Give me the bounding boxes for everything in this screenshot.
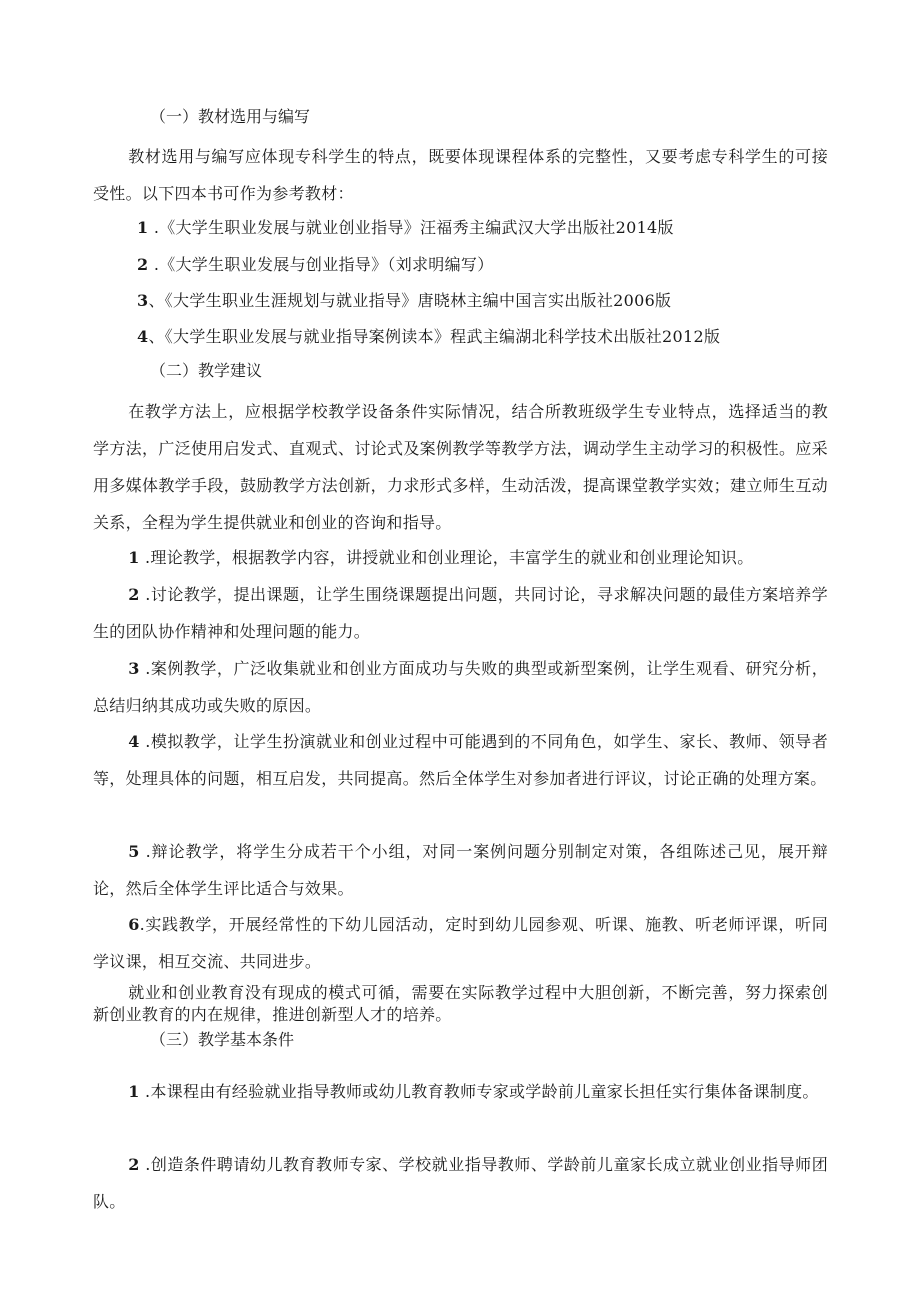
book-text: 、《大学生职业发展与就业指导案例读本》程武主编湖北科学技术出版社2012版 xyxy=(148,327,721,346)
item-text: .理论教学，根据教学内容，讲授就业和创业理论，丰富学生的就业和创业理论知识。 xyxy=(139,548,754,567)
teaching-method-item xyxy=(93,723,828,797)
section-intro-teaching-advice: 在教学方法上，应根据学校教学设备条件实际情况，结合所教班级学生专业特点，选择适当的教学方法，广泛使用启发式、直观式、讨论式及案例教学等教学方法，调动学生主动学习的积极性。应采用多媒体教学手段，鼓励教学方法创新，力求形式多样，生动活泼，提高课堂教学实效；建立师生互动关系，全程为学生提供就业和创业的咨询和指导。 xyxy=(93,402,828,532)
item-text: .实践教学，开展经常性的下幼儿园活动，定时到幼儿园参观、听课、施教、听老师评课，听同学议课，相互交流、共同进步。 xyxy=(93,915,828,971)
book-number: 1 xyxy=(137,218,149,237)
teaching-method-item xyxy=(93,650,828,724)
section-heading-textbooks: （一）教材选用与编写 xyxy=(150,107,311,126)
item-number: 4 xyxy=(128,732,140,751)
item-number: 5 xyxy=(128,842,140,861)
item-number: 1 xyxy=(128,548,140,567)
item-number: 3 xyxy=(128,659,140,678)
condition-item xyxy=(93,1073,828,1110)
item-number: 1 xyxy=(128,1082,140,1101)
item-text: .辩论教学，将学生分成若干个小组，对同一案例问题分别制定对策，各组陈述己见，展开辩论，然后全体学生评比适合与效果。 xyxy=(93,842,828,898)
book-text: .《大学生职业发展与就业创业指导》汪福秀主编武汉大学出版社2014版 xyxy=(148,218,674,237)
teaching-method-item xyxy=(93,906,828,980)
section-intro-textbooks: 教材选用与编写应体现专科学生的特点，既要体现课程体系的完整性，又要考虑专科学生的可接受性。以下四本书可作为参考教材： xyxy=(93,147,828,203)
book-item xyxy=(137,255,494,275)
condition-item xyxy=(93,1146,828,1220)
item-number: 2 xyxy=(128,585,140,604)
section-heading-basic-conditions: （三）教学基本条件 xyxy=(150,1030,295,1049)
item-text: .模拟教学，让学生扮演就业和创业过程中可能遇到的不同角色，如学生、家长、教师、领导者等，处理具体的问题，相互启发，共同提高。然后全体学生对参加者进行评议，讨论正确的处理方案。 xyxy=(93,732,828,788)
section-heading-teaching-advice: （二）教学建议 xyxy=(150,361,263,380)
item-text: .创造条件聘请幼儿教育教师专家、学校就业指导教师、学龄前儿童家长成立就业创业指导师团队。 xyxy=(93,1155,828,1211)
book-number: 4 xyxy=(137,327,149,346)
teaching-method-item xyxy=(93,576,828,650)
section-closing-teaching-advice: 就业和创业教育没有现成的模式可循，需要在实际教学过程中大胆创新，不断完善，努力探索创新创业教育的内在规律，推进创新型人才的培养。 xyxy=(93,983,828,1024)
book-item xyxy=(137,327,720,347)
book-number: 3 xyxy=(137,291,149,310)
item-text: .案例教学，广泛收集就业和创业方面成功与失败的典型或新型案例，让学生观看、研究分析，总结归纳其成功或失败的原因。 xyxy=(93,659,828,715)
item-text: .本课程由有经验就业指导教师或幼儿教育教师专家或学龄前儿童家长担任实行集体备课制度。 xyxy=(139,1082,819,1101)
teaching-method-item xyxy=(93,539,828,576)
book-item xyxy=(137,291,671,311)
book-text: 、《大学生职业生涯规划与就业指导》唐晓林主编中国言实出版社2006版 xyxy=(148,291,672,310)
item-number: 2 xyxy=(128,1155,140,1174)
teaching-method-item xyxy=(93,833,828,907)
book-text: .《大学生职业发展与创业指导》（刘求明编写） xyxy=(148,255,494,274)
book-number: 2 xyxy=(137,255,149,274)
item-text: .讨论教学，提出课题，让学生围绕课题提出问题，共同讨论，寻求解决问题的最佳方案培养学生的团队协作精神和处理问题的能力。 xyxy=(93,585,828,641)
book-item xyxy=(137,218,674,238)
item-number: 6 xyxy=(128,915,140,934)
